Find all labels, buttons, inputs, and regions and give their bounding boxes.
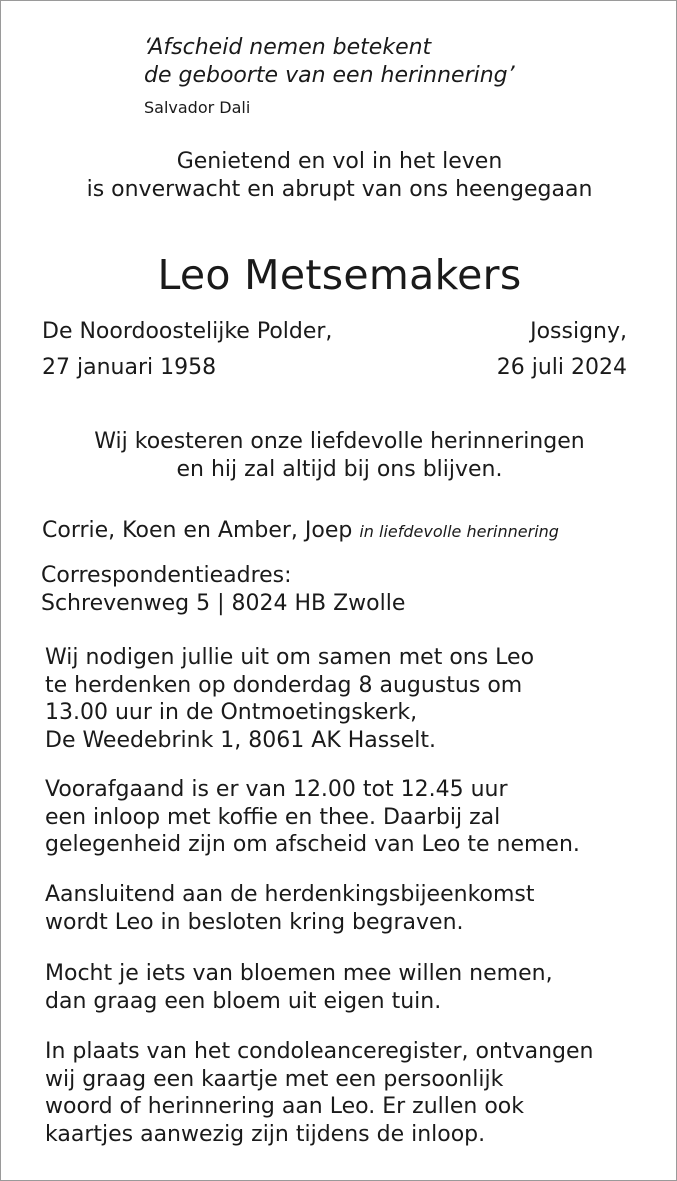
paragraph-line: wordt Leo in besloten kring begraven. — [45, 909, 464, 935]
quote-line-2: de geboorte van een herinnering’ — [144, 63, 515, 88]
family-names: Corrie, Koen en Amber, Joep — [42, 518, 353, 543]
intro-line-1: Genietend en vol in het leven — [176, 149, 503, 174]
paragraph-line: woord of herinnering aan Leo. Er zullen ook — [45, 1094, 524, 1119]
address-label: Correspondentieadres: — [41, 563, 292, 588]
birth-date: 27 januari 1958 — [42, 355, 217, 380]
paragraph-line: Wij nodigen jullie uit om samen met ons Leo — [45, 645, 535, 670]
paragraph-line: wij graag een kaartje met een persoonlijk — [45, 1066, 504, 1092]
death-date: 26 juli 2024 — [496, 355, 627, 380]
paragraph-line: 13.00 uur in de Ontmoetingskerk, — [45, 700, 418, 725]
paragraph-flowers — [45, 960, 553, 1015]
paragraph-line: een inloop met koffie en thee. Daarbij zal — [45, 804, 501, 830]
paragraph-ceremony — [45, 644, 534, 754]
paragraph-line: kaartjes aanwezig zijn tijdens de inloop. — [45, 1121, 486, 1147]
death-place: Jossigny, — [530, 319, 627, 344]
message-line-2: en hij zal altijd bij ons blijven. — [176, 457, 503, 482]
paragraph-line: De Weedebrink 1, 8061 AK Hasselt. — [45, 727, 436, 753]
paragraph-cards — [45, 1038, 593, 1148]
address-value: Schrevenweg 5 | 8024 HB Zwolle — [41, 591, 406, 616]
paragraph-line: In plaats van het condoleanceregister, ontvangen — [45, 1039, 594, 1064]
deceased-name: Leo Metsemakers — [157, 251, 522, 299]
paragraph-line: Aansluitend aan de herdenkingsbijeenkomst — [45, 882, 535, 907]
paragraph-line: Voorafgaand is er van 12.00 tot 12.45 uur — [45, 777, 508, 802]
remembrance-message — [1, 428, 677, 484]
paragraph-burial — [45, 881, 535, 936]
quote-line-1: ‘Afscheid nemen betekent — [144, 35, 432, 60]
paragraph-line: gelegenheid zijn om afscheid van Leo te nemen. — [45, 832, 580, 857]
correspondence-address — [41, 562, 405, 618]
family-line — [42, 518, 559, 543]
intro-text — [1, 148, 677, 204]
paragraph-line: te herdenken op donderdag 8 augustus om — [45, 672, 523, 698]
intro-line-2: is onverwacht en abrupt van ons heengegaan — [86, 177, 593, 202]
quote — [144, 34, 515, 90]
birth-place: De Noordoostelijke Polder, — [42, 319, 333, 344]
family-note: in liefdevolle herinnering — [359, 522, 559, 541]
quote-author: Salvador Dali — [144, 98, 251, 117]
paragraph-line: dan graag een bloem uit eigen tuin. — [45, 988, 442, 1014]
paragraph-walk-in — [45, 776, 580, 859]
paragraph-line: Mocht je iets van bloemen mee willen nemen, — [45, 961, 553, 986]
message-line-1: Wij koesteren onze liefdevolle herinneringen — [94, 429, 585, 454]
